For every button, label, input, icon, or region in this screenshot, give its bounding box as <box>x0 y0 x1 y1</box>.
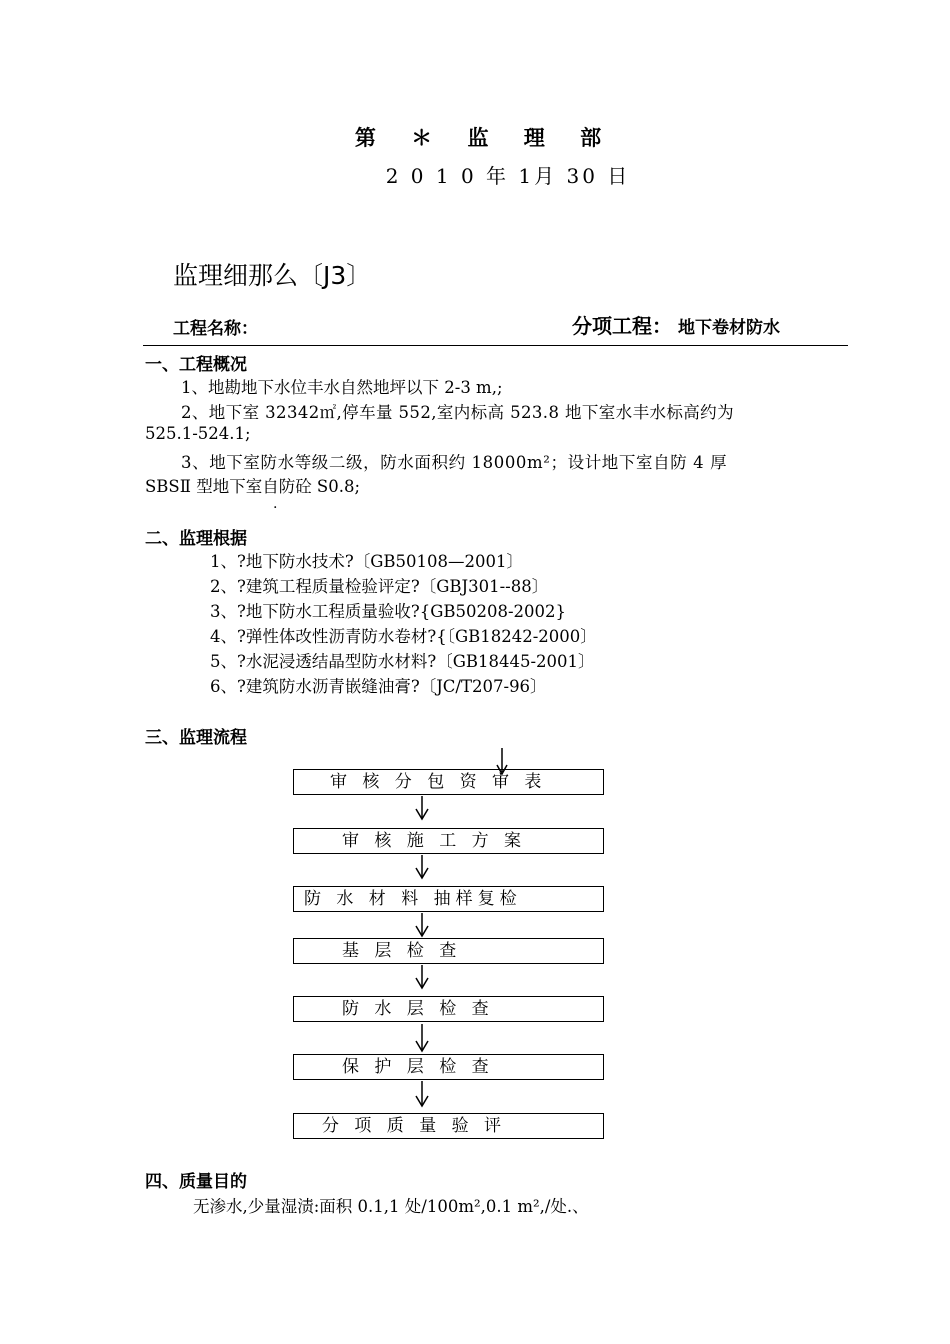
section-process-heading: 三、监理流程 <box>145 728 247 748</box>
flow-step-label: 防 水 层 检 查 <box>342 999 494 1019</box>
project-name-label: 工程名称： <box>173 319 258 339</box>
down-arrow-icon <box>412 796 432 822</box>
basis-item: 1、?地下防水技术?〔GB50108—2001〕 <box>210 552 523 571</box>
flow-step-waterproof-layer <box>293 996 604 1022</box>
flow-step-label: 审 核 分 包 资 审 表 <box>330 772 547 792</box>
overview-line-3: 3、地下室防水等级二级，防水面积约 18000m²；设计地下室自防 4 厚 <box>181 453 728 472</box>
quality-target-text: 无渗水,少量湿渍:面积 0.1,1 处/100m²,0.1 m²,/处.、 <box>193 1197 589 1216</box>
section-quality-heading: 四、质量目的 <box>145 1172 247 1192</box>
flow-step-label: 基 层 检 查 <box>342 941 462 961</box>
overview-line-3-cont: SBSⅡ 型地下室自防砼 S0.8; <box>145 477 361 496</box>
document-date: 2 0 1 0 年 1月 30 日 <box>385 164 631 188</box>
department-heading: 第 ＊ 监 理 部 <box>354 126 616 150</box>
section-overview-heading: 一、工程概况 <box>145 355 247 375</box>
flow-step-label: 保 护 层 检 查 <box>342 1057 494 1077</box>
flow-step-label: 审 核 施 工 方 案 <box>342 831 527 851</box>
subproject-field <box>572 310 780 339</box>
overview-line-1: 1、地勘地下水位丰水自然地坪以下 2-3 m,; <box>181 378 503 397</box>
header-divider <box>143 345 848 346</box>
overview-line-2-cont: 525.1-524.1; <box>145 424 251 443</box>
basis-item: 5、?水泥浸透结晶型防水材料?〔GB18445-2001〕 <box>210 652 595 671</box>
down-arrow-icon <box>412 855 432 881</box>
basis-item: 3、?地下防水工程质量验收?{GB50208-2002} <box>210 602 567 621</box>
stray-mark: . <box>273 496 278 512</box>
flow-step-review-subcontract <box>293 769 604 795</box>
down-arrow-icon <box>412 913 432 939</box>
flow-step-label: 分 项 质 量 验 评 <box>322 1116 507 1136</box>
flow-step-review-plan <box>293 828 604 854</box>
flow-step-material-sampling <box>293 886 604 912</box>
basis-item: 2、?建筑工程质量检验评定?〔GBJ301--88〕 <box>210 577 549 596</box>
subproject-label: 分项工程： <box>572 314 672 338</box>
flow-step-quality-evaluation <box>293 1113 604 1139</box>
down-arrow-icon <box>412 1081 432 1109</box>
down-arrow-icon <box>412 1024 432 1054</box>
flow-step-label: 防 水 材 料 抽样复检 <box>304 889 522 909</box>
basis-item: 6、?建筑防水沥青嵌缝油膏?〔JC/T207-96〕 <box>210 677 547 696</box>
basis-item: 4、?弹性体改性沥青防水卷材?{〔GB18242-2000〕 <box>210 627 597 646</box>
section-basis-heading: 二、监理根据 <box>145 529 247 549</box>
overview-line-2: 2、地下室 32342㎡,停车量 552,室内标高 523.8 地下室水丰水标高约为 <box>181 403 734 422</box>
flow-step-protection-layer <box>293 1054 604 1080</box>
subproject-value: 地下卷材防水 <box>678 318 780 338</box>
flow-step-base-inspection <box>293 938 604 964</box>
down-arrow-icon <box>412 965 432 991</box>
document-title: 监理细那么〔J3〕 <box>173 261 372 290</box>
